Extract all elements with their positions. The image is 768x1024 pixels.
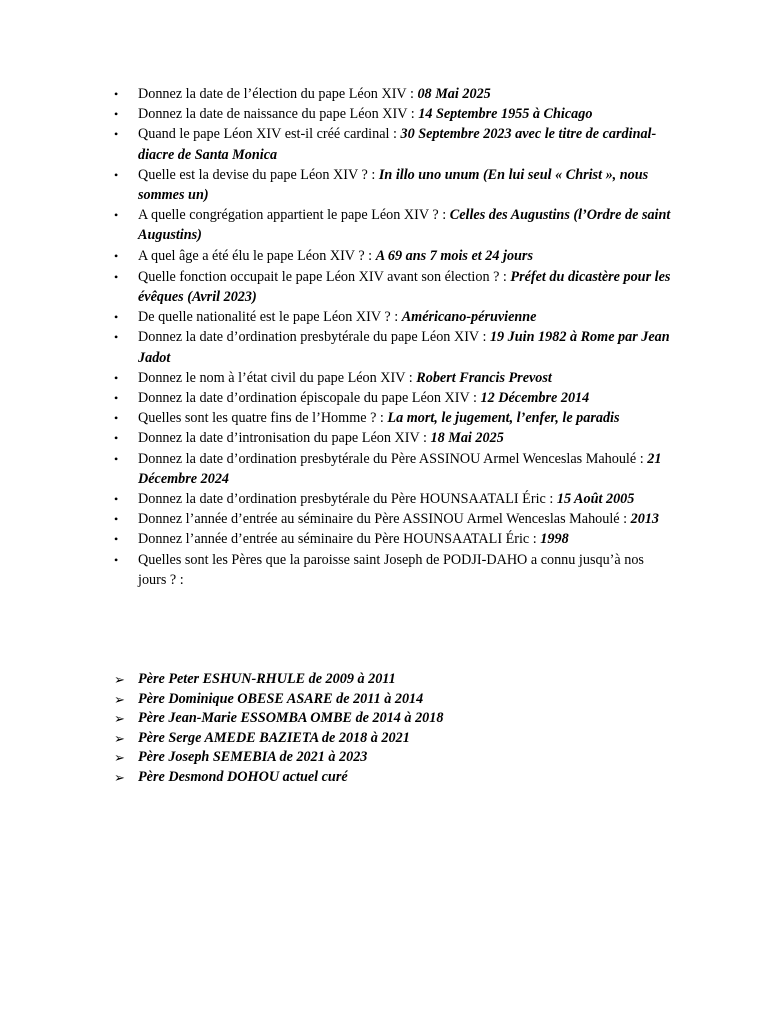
- arrow-bullet-icon: ➢: [114, 711, 125, 727]
- question-text: De quelle nationalité est le pape Léon XIV ? :: [138, 309, 402, 326]
- question-text: Donnez l’année d’entrée au séminaire du Père HOUNSAATALI Éric :: [138, 531, 541, 548]
- question-text: Donnez la date d’intronisation du pape Léon XIV :: [138, 430, 431, 447]
- priest-item: [114, 748, 674, 768]
- answer-text: 08 Mai 2025: [417, 86, 491, 102]
- list-item: [114, 327, 674, 367]
- answer-text: Américano-péruvienne: [401, 309, 537, 326]
- list-item: [114, 104, 674, 124]
- bullet-icon: •: [114, 532, 119, 547]
- answer-text: 18 Mai 2025: [430, 430, 504, 447]
- answer-text: 1998: [540, 531, 569, 548]
- priest-text: Père Serge AMEDE BAZIETA de 2018 à 2021: [138, 729, 410, 746]
- bullet-icon: •: [114, 269, 119, 284]
- list-item: [114, 368, 674, 388]
- bullet-icon: •: [114, 411, 119, 426]
- priest-text: Père Jean-Marie ESSOMBA OMBE de 2014 à 2018: [138, 710, 444, 727]
- priest-text: Père Dominique OBESE ASARE de 2011 à 2014: [138, 690, 424, 707]
- arrow-bullet-icon: ➢: [114, 691, 125, 707]
- question-text: Quelles sont les quatre fins de l’Homme ? :: [138, 410, 388, 427]
- question-text: A quel âge a été élu le pape Léon XIV ? :: [138, 247, 376, 264]
- answer-text: 12 Décembre 2014: [480, 390, 590, 407]
- priest-item: [114, 729, 674, 749]
- list-item: [114, 509, 674, 529]
- bullet-icon: •: [114, 552, 119, 567]
- list-item: [114, 84, 674, 104]
- bullet-icon: •: [114, 512, 119, 527]
- question-text: Donnez la date d’ordination presbytérale du pape Léon XIV :: [138, 329, 490, 346]
- priest-item: [114, 768, 674, 788]
- bullet-icon: •: [114, 167, 119, 182]
- question-text: Donnez l’année d’entrée au séminaire du Père ASSINOU Armel Wenceslas Mahoulé :: [138, 511, 631, 528]
- answer-text: La mort, le jugement, l’enfer, le paradis: [387, 410, 620, 427]
- question-text: Donnez la date d’ordination presbytérale du Père HOUNSAATALI Éric :: [138, 491, 557, 508]
- arrow-bullet-icon: ➢: [114, 750, 125, 766]
- bullet-icon: •: [114, 208, 119, 223]
- question-text: Quelles sont les Pères que la paroisse saint Joseph de PODJI-DAHO a connu jusqu’à nos jours ? :: [138, 551, 644, 588]
- answer-text: Robert Francis Prevost: [416, 369, 552, 386]
- bullet-icon: •: [114, 127, 119, 142]
- question-text: Donnez la date d’ordination presbytérale du Père ASSINOU Armel Wenceslas Mahoulé :: [138, 450, 648, 467]
- bullet-icon: •: [114, 87, 119, 101]
- answer-text: Préfet du dicastère pour les évêques (Avril 2023): [138, 268, 671, 306]
- answer-text: 21 Décembre 2024: [138, 450, 662, 487]
- priest-text: Père Desmond DOHOU actuel curé: [138, 768, 348, 785]
- list-item: [114, 550, 674, 590]
- list-item: [114, 489, 674, 509]
- bullet-icon: •: [114, 330, 119, 345]
- bullet-icon: •: [114, 451, 119, 466]
- answer-text: 19 Juin 1982 à Rome par Jean Jadot: [138, 329, 670, 366]
- list-item: [114, 307, 674, 327]
- list-item: [114, 267, 674, 307]
- answer-text: 14 Septembre 1955 à Chicago: [418, 106, 593, 123]
- bullet-icon: •: [114, 107, 119, 122]
- priest-text: Père Joseph SEMEBIA de 2021 à 2023: [138, 749, 368, 766]
- bullet-icon: •: [114, 248, 119, 263]
- answer-text: 15 Août 2005: [556, 491, 635, 508]
- bullet-icon: •: [114, 492, 119, 507]
- answer-text: Celles des Augustins (l’Ordre de saint Augustins): [138, 207, 671, 244]
- arrow-bullet-icon: ➢: [114, 672, 125, 687]
- question-list: [114, 84, 674, 590]
- bullet-icon: •: [114, 310, 119, 325]
- priest-list: [114, 670, 674, 788]
- list-item: [114, 165, 674, 205]
- list-item: [114, 449, 674, 489]
- question-text: Donnez la date de l’élection du pape Léon XIV :: [138, 86, 418, 102]
- list-item: [114, 428, 674, 448]
- list-item: [114, 388, 674, 408]
- priest-item: [114, 670, 674, 690]
- priest-item: [114, 690, 674, 710]
- list-item: [114, 246, 674, 266]
- list-item: [114, 529, 674, 549]
- list-item: [114, 124, 674, 164]
- bullet-icon: •: [114, 391, 119, 406]
- answer-text: 2013: [630, 511, 660, 528]
- question-text: Donnez la date de naissance du pape Léon XIV :: [138, 106, 419, 123]
- answer-text: In illo uno unum (En lui seul « Christ », nous sommes un): [138, 166, 649, 204]
- priest-item: [114, 709, 674, 729]
- answer-text: A 69 ans 7 mois et 24 jours: [375, 247, 533, 264]
- list-item: [114, 205, 674, 245]
- question-text: A quelle congrégation appartient le pape Léon XIV ? :: [138, 207, 450, 224]
- question-text: Donnez la date d’ordination épiscopale du pape Léon XIV :: [138, 390, 481, 407]
- arrow-bullet-icon: ➢: [114, 730, 125, 746]
- question-text: Quand le pape Léon XIV est-il créé cardinal :: [138, 126, 401, 143]
- question-text: Quelle est la devise du pape Léon XIV ? :: [138, 166, 379, 183]
- question-text: Donnez le nom à l’état civil du pape Léon XIV :: [138, 369, 417, 386]
- question-text: Quelle fonction occupait le pape Léon XIV avant son élection ? :: [138, 268, 511, 285]
- priest-text: Père Peter ESHUN-RHULE de 2009 à 2011: [138, 671, 396, 687]
- arrow-bullet-icon: ➢: [114, 769, 125, 785]
- list-item: [114, 408, 674, 428]
- answer-text: 30 Septembre 2023 avec le titre de cardinal-diacre de Santa Monica: [138, 126, 657, 163]
- bullet-icon: •: [114, 431, 119, 446]
- bullet-icon: •: [114, 370, 119, 385]
